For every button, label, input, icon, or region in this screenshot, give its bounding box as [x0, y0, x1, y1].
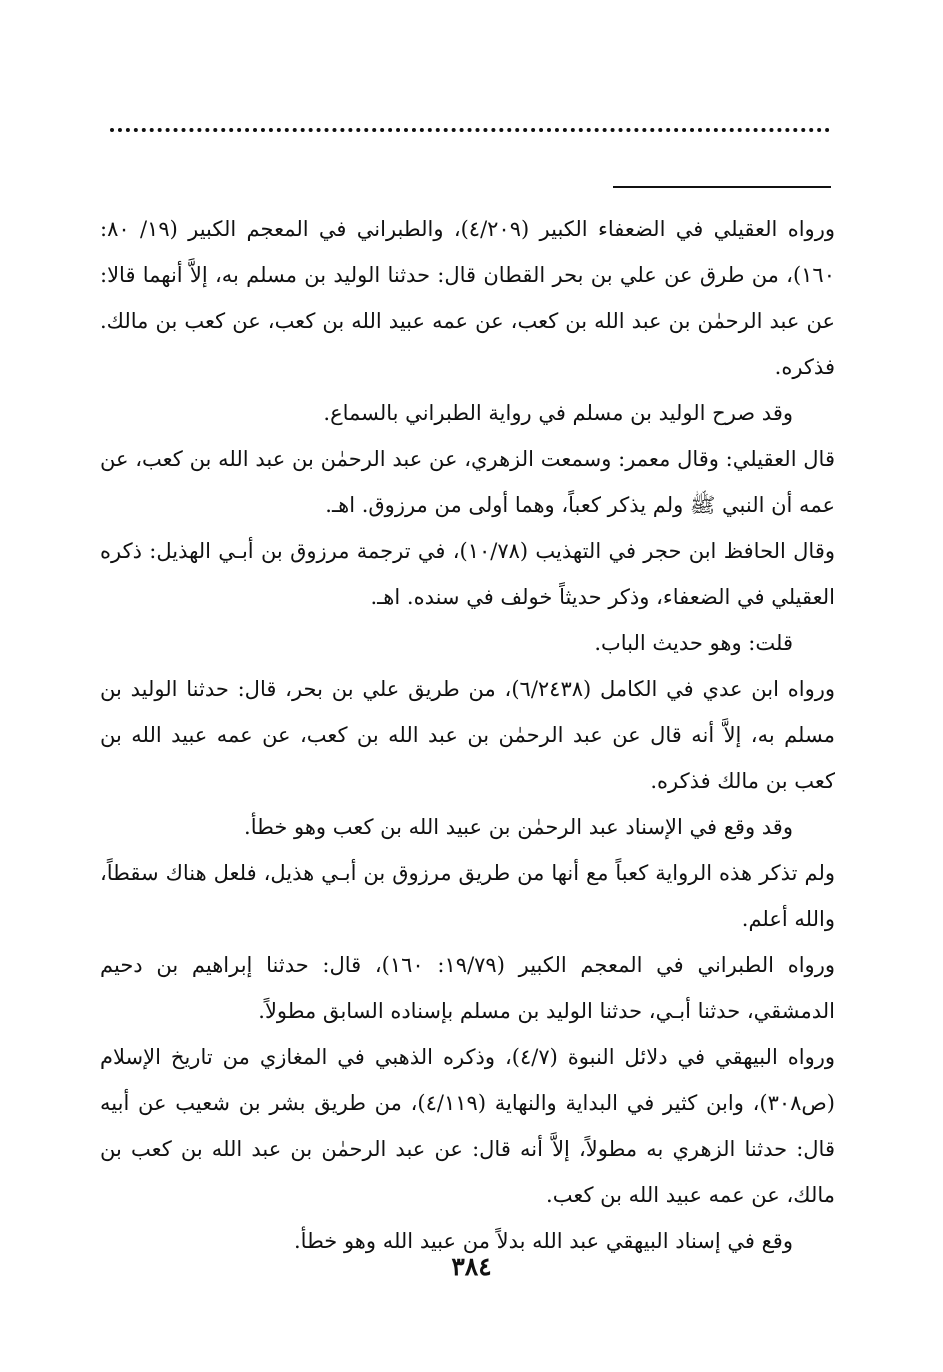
paragraph-5: قلت: وهو حديث الباب.	[594, 631, 793, 655]
paragraph-6: ورواه ابن عدي في الكامل (٦/٢٤٣٨)، من طريق علي بن بحر، قال: حدثنا الوليد بن مسلم به، إلاَّ أنه قال عن عبد الرحمٰن بن عبد الله بن كعب، عن عمه عبيد الله بن كعب بن مالك فذكره.	[100, 677, 835, 793]
dotted-separator	[110, 128, 830, 132]
paragraph-11: وقع في إسناد البيهقي عبد الله بدلاً من عبيد الله وهو خطأ.	[294, 1229, 793, 1253]
paragraph-7: وقد وقع في الإسناد عبد الرحمٰن بن عبيد الله بن كعب وهو خطأ.	[244, 815, 793, 839]
paragraph-2: وقد صرح الوليد بن مسلم في رواية الطبراني بالسماع.	[323, 401, 793, 425]
footnote-rule	[613, 186, 831, 188]
paragraph-8: ولم تذكر هذه الرواية كعباً مع أنها من طريق مرزوق بن أبـي هذيل، فلعل هناك سقطاً، والله أعلم.	[100, 861, 835, 931]
paragraph-3: قال العقيلي: وقال معمر: وسمعت الزهري، عن عبد الرحمٰن بن عبد الله بن كعب، عن عمه أن النبي ﷺ ولم يذكر كعباً، وهما أولى من مرزوق. اهـ.	[100, 447, 835, 517]
paragraph-9: ورواه الطبراني في المعجم الكبير (١٩/٧٩: ١٦٠)، قال: حدثنا إبراهيم بن دحيم الدمشقي، حدثنا أبـي، حدثنا الوليد بن مسلم بإسناده السابق مطولاً.	[100, 953, 835, 1023]
paragraph-1: ورواه العقيلي في الضعفاء الكبير (٤/٢٠٩)، والطبراني في المعجم الكبير (١٩/ ٨٠: ١٦٠)، من طرق عن علي بن بحر القطان قال: حدثنا الوليد بن مسلم به، إلاَّ أنهما قالا: عن عبد الرحمٰن بن عبد الله بن كعب، عن عمه عبيد الله بن كعب، عن كعب بن مالك. فذكره.	[100, 217, 835, 379]
paragraph-10: ورواه البيهقي في دلائل النبوة (٤/٧)، وذكره الذهبي في المغازي من تاريخ الإسلام (ص٣٠٨)، وابن كثير في البداية والنهاية (٤/١١٩)، من طريق بشر بن شعيب عن أبيه قال: حدثنا الزهري به مطولاً، إلاَّ أنه قال: عن عبد الرحمٰن بن عبد الله بن كعب بن مالك، عن عمه عبيد الله بن كعب.	[100, 1045, 836, 1207]
page-number: ٣٨٤	[451, 1252, 492, 1281]
footnote-text	[100, 206, 835, 1264]
paragraph-4: وقال الحافظ ابن حجر في التهذيب (١٠/٧٨)، في ترجمة مرزوق بن أبـي الهذيل: ذكره العقيلي في الضعفاء، وذكر حديثاً خولف في سنده. اهـ.	[100, 539, 835, 609]
